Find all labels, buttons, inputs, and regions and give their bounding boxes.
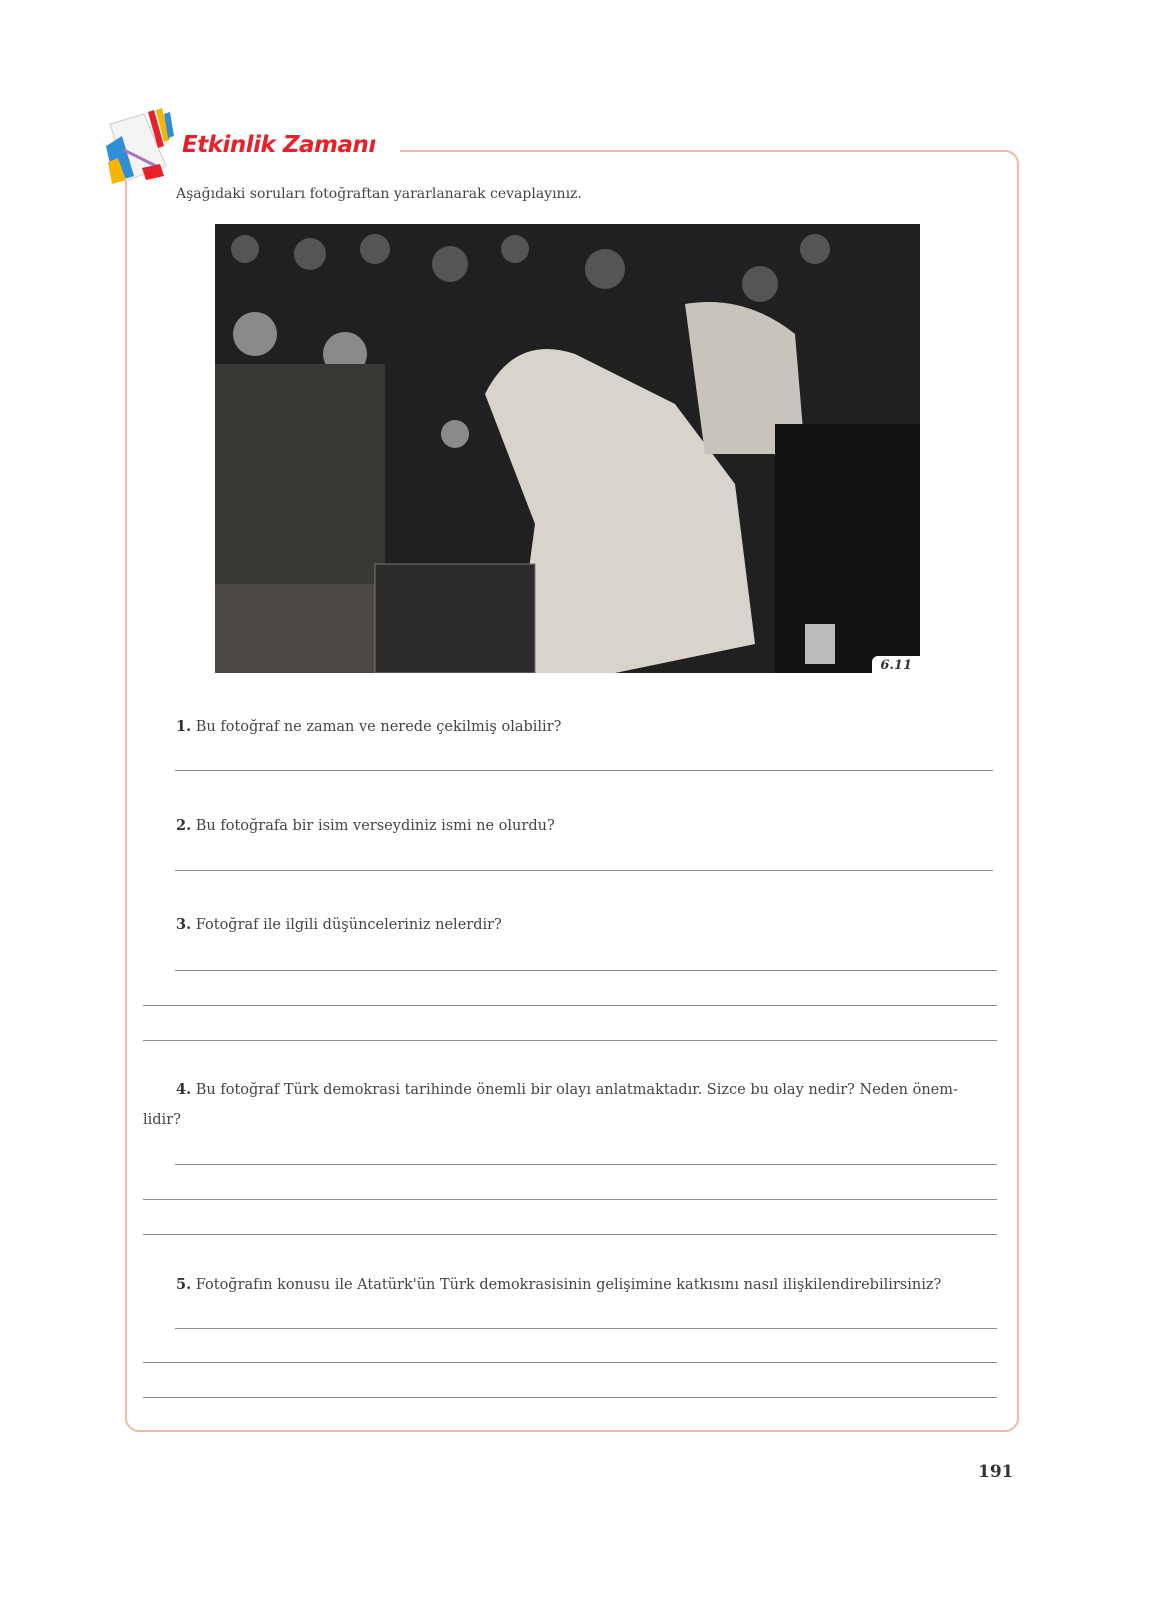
answer-line[interactable] bbox=[175, 970, 997, 971]
answer-line[interactable] bbox=[143, 1040, 997, 1041]
answer-line[interactable] bbox=[143, 1234, 997, 1235]
answer-line[interactable] bbox=[175, 1164, 997, 1165]
instructions: Aşağıdaki soruları fotoğraftan yararlanarak cevaplayınız. bbox=[176, 186, 582, 202]
answer-line[interactable] bbox=[143, 1005, 997, 1006]
answer-line[interactable] bbox=[143, 1199, 997, 1200]
question-2: 2. Bu fotoğrafa bir isim verseydiniz ismi ne olurdu? bbox=[176, 817, 555, 834]
page-number: 191 bbox=[978, 1462, 1014, 1482]
photo-caption: 6.11 bbox=[872, 656, 920, 673]
question-3: 3. Fotoğraf ile ilgili düşünceleriniz nelerdir? bbox=[176, 916, 502, 933]
answer-line[interactable] bbox=[175, 870, 993, 871]
question-4-continuation: lidir? bbox=[143, 1112, 181, 1128]
question-1: 1. Bu fotoğraf ne zaman ve nerede çekilmiş olabilir? bbox=[176, 718, 562, 735]
answer-line[interactable] bbox=[143, 1362, 997, 1363]
answer-line[interactable] bbox=[175, 1328, 997, 1329]
activity-title: Etkinlik Zamanı bbox=[182, 132, 376, 158]
historical-photo bbox=[215, 224, 920, 673]
activity-logo-icon bbox=[104, 106, 180, 186]
answer-line[interactable] bbox=[175, 770, 993, 771]
question-4: 4. Bu fotoğraf Türk demokrasi tarihinde önemli bir olayı anlatmaktadır. Sizce bu olay nedir? Neden önem- bbox=[176, 1081, 958, 1098]
question-5: 5. Fotoğrafın konusu ile Atatürk'ün Türk demokrasisinin gelişimine katkısını nasıl ilişkilendirebilirsiniz? bbox=[176, 1276, 942, 1293]
answer-line[interactable] bbox=[143, 1397, 997, 1398]
